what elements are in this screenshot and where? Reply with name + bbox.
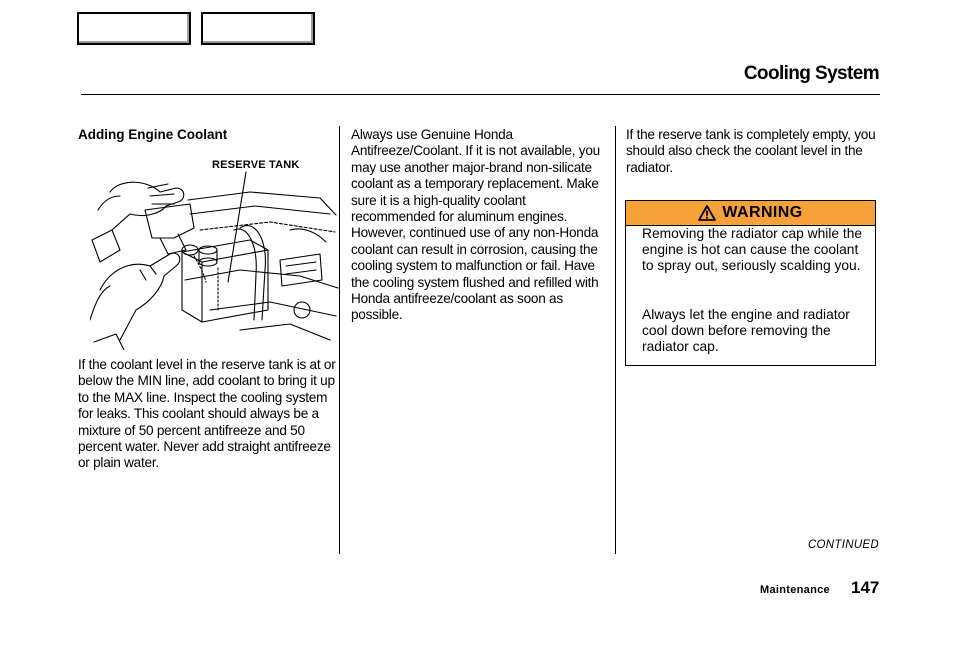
nav-button-1[interactable] [77,12,191,45]
warning-triangle-icon [698,205,716,221]
left-column-paragraph: If the coolant level in the reserve tank is at or below the MIN line, add coolant to bring it up to the MAX line. Inspect the cooling system for leaks. This coolant should always be a mixture of 50 percent antifreeze and 50 percent water. Never add straight antifreeze or plain water. [78,357,336,471]
page-number: 147 [851,578,880,597]
header-rule [81,94,880,95]
warning-label: WARNING [722,204,803,221]
page-title: Cooling System [743,63,879,84]
middle-column-paragraph: Always use Genuine Honda Antifreeze/Coolant. If it is not available, you may use another major-brand non-silicate coolant as a temporary replacement. Make sure it is a high-quality coolant recommended for aluminum engines. However, continued use of any non-Honda coolant can result in corrosion, causing the cooling system to malfunction or fail. Have the cooling system flushed and refilled with Honda antifreeze/coolant as soon as possible. [351,127,600,323]
warning-text-1: Removing the radiator cap while the engine is hot can cause the coolant to spray out, seriously scalding you. [642,226,863,274]
right-column-paragraph: If the reserve tank is completely empty, you should also check the coolant level in the radiator. [626,127,876,175]
footer-section-name: Maintenance [760,584,830,596]
warning-text-2: Always let the engine and radiator cool down before removing the radiator cap. [642,307,850,355]
illustration-label: RESERVE TANK [212,159,300,171]
warning-header [626,201,875,226]
continued-label: CONTINUED [807,539,879,551]
warning-box [625,200,876,366]
column-divider-2 [615,126,616,554]
nav-button-2[interactable] [201,12,315,45]
reserve-tank-illustration [90,170,340,350]
section-heading: Adding Engine Coolant [78,127,228,142]
